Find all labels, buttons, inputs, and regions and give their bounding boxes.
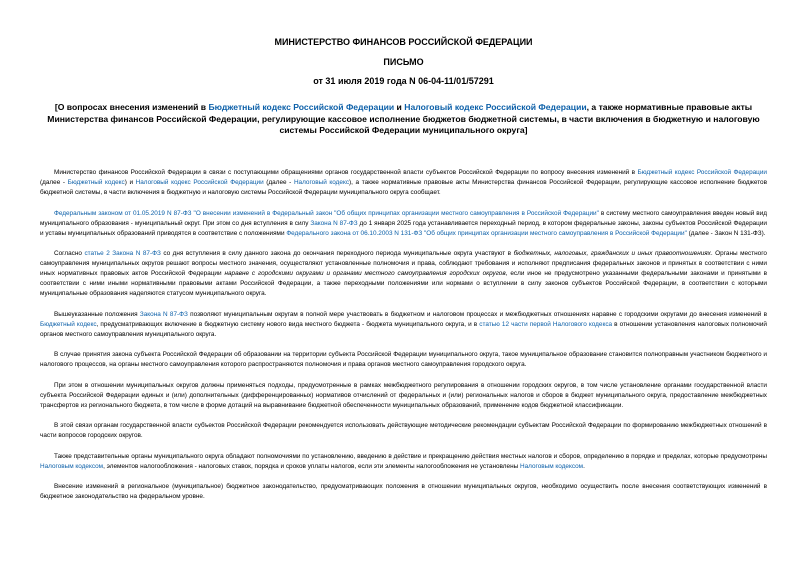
link-federal-law-87[interactable]: Федеральным законом от 01.05.2019 N 87-ФЗ "О внесении изменений в Федеральный закон "Об общих принципах организации местного самоуправления в Российской Федерации" — [54, 209, 599, 217]
document-body — [40, 168, 767, 513]
paragraph-9: Внесение изменений в региональное (муниципальное) бюджетное законодательство, предусматривающих положения в отношении муниципальных округов, необходимо осуществить после внесения соответствующих изменений в бюджетное законодательство на федеральном уровне. — [40, 483, 767, 500]
link-article-12-tax-code[interactable]: статью 12 части первой Налогового кодекса — [479, 320, 613, 328]
paragraph-8: Также представительные органы муниципального округа обладают полномочиями по установлению, введению в действие и прекращению действия местных налогов и сборов, определению в порядке и пределах, которые предусмотрены Налоговым кодексом, элементов налогообложения - налоговых ставок, порядка и сроков уплаты налогов, если эти элементы налогообложения не установлены Налоговым кодексом. — [40, 452, 767, 470]
link-tax-code-p8-2[interactable]: Налоговым кодексом — [520, 462, 584, 470]
link-federal-law-131[interactable]: Федерального закона от 06.10.2003 N 131-ФЗ "Об общих принципах организации местного самоуправления в Российской Федерации" — [286, 229, 687, 237]
paragraph-6: При этом в отношении муниципальных округов должны применяться подходы, предусмотренные в рамках межбюджетного регулирования в отношении городских округов, в том числе установление органами государственной власти субъекта Российской Федерации единых и (или) дополнительных (дифференцированных) нормативов отчислений от федеральных и (или) региональных налогов и сборов в бюджет муниципального округа, предоставление межбюджетных трансфертов из регионального бюджета, в том числе в форме дотаций на выравнивание бюджетной обеспеченности муниципальных образований, применение кодов бюджетной классификации. — [40, 381, 767, 409]
paragraph-2: Федеральным законом от 01.05.2019 N 87-ФЗ "О внесении изменений в Федеральный закон "Об общих принципах организации местного самоуправления в Российской Федерации" в систему местного самоуправления введен новый вид муниципального образования - муниципальный округ. При этом со дня вступления в силу Закона N 87-ФЗ до 1 января 2025 года устанавливается переходный период, в котором федеральные законы, законы субъектов Российской Федерации и уставы муниципальных образований приводятся в соответствие с положениями Федерального закона от 06.10.2003 N 131-ФЗ "Об общих принципах организации местного самоуправления в Российской Федерации" (далее - Закон N 131-ФЗ). — [40, 209, 767, 237]
paragraph-7: В этой связи органам государственной власти субъектов Российской Федерации рекомендуется использовать действующие методические рекомендации субъектам Российской Федерации по формированию межбюджетных отношений в части вопросов городских округов. — [40, 422, 767, 439]
document-type: ПИСЬМО — [383, 57, 424, 67]
title-link-budget-code[interactable]: Бюджетный кодекс Российской Федерации — [208, 102, 395, 112]
paragraph-5: В случае принятия закона субъекта Российской Федерации об образовании на территории субъекта Российской Федерации муниципального округа, такое муниципальное образование становится полноправным участником бюджетного и налогового процессов, на органы местного самоуправления которого распространяются полномочия и права органов местного самоуправления городского округа. — [40, 351, 767, 368]
paragraph-1: Министерство финансов Российской Федерации в связи с поступающими обращениями органов государственной власти субъектов Российской Федерации по вопросу внесения изменений в Бюджетный кодекс Российской Федерации (далее - Бюджетный кодекс) и Налоговый кодекс Российской Федерации (далее - Налоговый кодекс), а также нормативные правовые акты Министерства финансов Российской Федерации, регулирующие кассовое исполнение бюджетов бюджетной системы, в части включения в бюджетную и налоговую системы Российской Федерации муниципального округа сообщает. — [40, 169, 767, 196]
link-budget-code-p4[interactable]: Бюджетный кодекс — [40, 320, 97, 328]
ministry-name: МИНИСТЕРСТВО ФИНАНСОВ РОССИЙСКОЙ ФЕДЕРАЦИИ — [274, 37, 533, 47]
link-budget-code-short[interactable]: Бюджетный кодекс — [67, 179, 125, 186]
paragraph-4: Вышеуказанные положения Закона N 87-ФЗ позволяют муниципальным округам в полной мере участвовать в бюджетном и налоговом процессах и межбюджетных отношениях наравне с городскими округами до внесения изменений в Бюджетный кодекс, предусматривающих включение в бюджетную систему нового вида местного бюджета - бюджета муниципального округа, и в статью 12 части первой Налогового кодекса в отношении установления налоговых полномочий органов местного самоуправления муниципального округа. — [40, 310, 768, 338]
link-budget-code[interactable]: Бюджетный кодекс Российской Федерации — [637, 169, 767, 176]
paragraph-3: Согласно статье 2 Закона N 87-ФЗ со дня вступления в силу данного закона до окончания переходного периода муниципальные округа участвуют в бюджетных, налоговых, гражданских и иных правоотношениях. Органы местного самоуправления муниципальных округов решают вопросы местного значения, осуществляют установленные полномочия и права, соблюдают требования и исполняют предписания федеральных законов и принятых в соответствии с ними иных нормативных правовых актов Российской Федерации наравне с городскими округами и органами местного самоуправления городских округов, если иное не предусмотрено указанными федеральными законами и принятыми в соответствии с ними иными нормативными правовыми актами Российской Федерации, а также переходными положениями или нормами о вступлении в силу законов субъектов Российской Федерации, в соответствии с которыми муниципальные образования наделяются статусом муниципального округа. — [40, 250, 767, 297]
document-title: [О вопросах внесения изменений в Бюджетный кодекс Российской Федерации и Налоговый кодекс Российской Федерации, а также нормативные правовые акты Министерства финансов Российской Федерации, регулирующие кассовое исполнение бюджетов бюджетной системы, в части включения в бюджетную и налоговую системы Российской Федерации муниципального округа] — [47, 102, 760, 135]
link-law-87[interactable]: Закона N 87-ФЗ — [310, 219, 358, 227]
link-tax-code[interactable]: Налоговый кодекс Российской Федерации — [135, 179, 264, 186]
title-link-tax-code[interactable]: Налоговый кодекс Российской Федерации — [404, 102, 587, 112]
link-article-2-law-87[interactable]: статье 2 Закона N 87-ФЗ — [84, 250, 161, 257]
link-tax-code-short[interactable]: Налоговый кодекс — [293, 179, 350, 186]
link-law-87-p4[interactable]: Закона N 87-ФЗ — [139, 310, 188, 318]
link-tax-code-p8-1[interactable]: Налоговым кодексом — [40, 462, 104, 470]
document-date-number: от 31 июля 2019 года N 06-04-11/01/57291 — [313, 76, 494, 86]
